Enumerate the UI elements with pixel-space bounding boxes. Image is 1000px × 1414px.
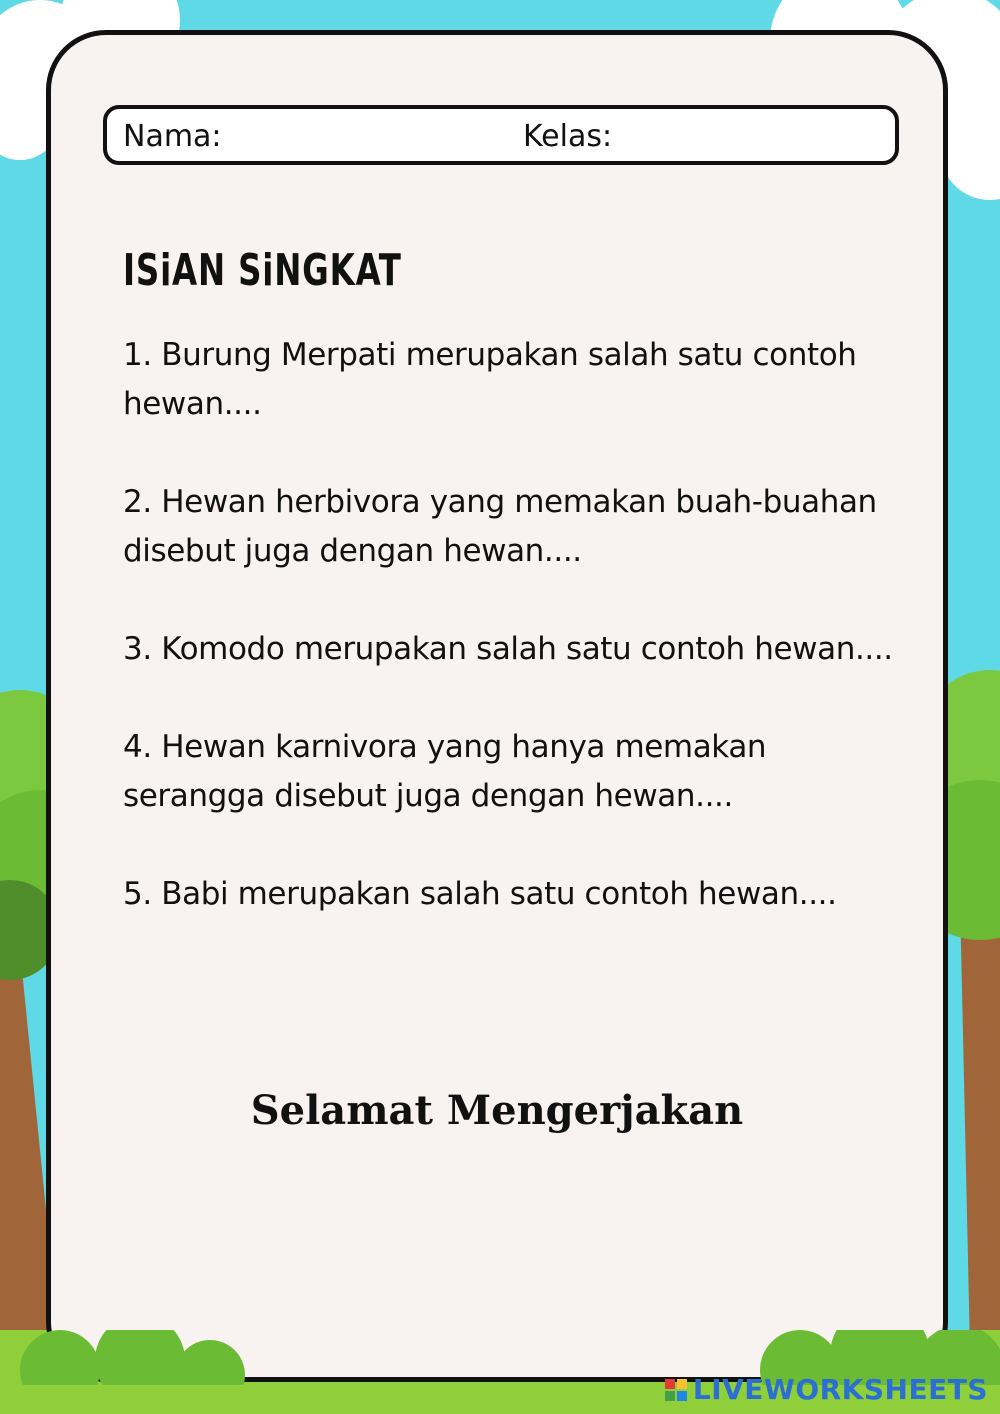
watermark-logo <box>665 1373 988 1406</box>
liveworksheets-logo-icon <box>665 1379 687 1401</box>
worksheet-card <box>46 30 948 1382</box>
question-list <box>123 331 913 968</box>
student-info-box <box>103 105 899 165</box>
section-title: ISiAN SiNGKAT <box>123 245 402 296</box>
closing-message: Selamat Mengerjakan <box>250 1087 744 1134</box>
class-label: Kelas: <box>523 119 613 154</box>
question-3: 3. Komodo merupakan salah satu contoh hewan.... <box>123 631 893 667</box>
question-2: 2. Hewan herbivora yang memakan buah-buahan disebut juga dengan hewan.... <box>123 484 877 569</box>
question-1: 1. Burung Merpati merupakan salah satu contoh hewan.... <box>123 337 857 422</box>
watermark-text: LIVEWORKSHEETS <box>692 1373 988 1406</box>
question-4: 4. Hewan karnivora yang hanya memakan serangga disebut juga dengan hewan.... <box>123 729 767 814</box>
name-label: Nama: <box>123 119 222 154</box>
question-5: 5. Babi merupakan salah satu contoh hewan.... <box>123 876 837 912</box>
